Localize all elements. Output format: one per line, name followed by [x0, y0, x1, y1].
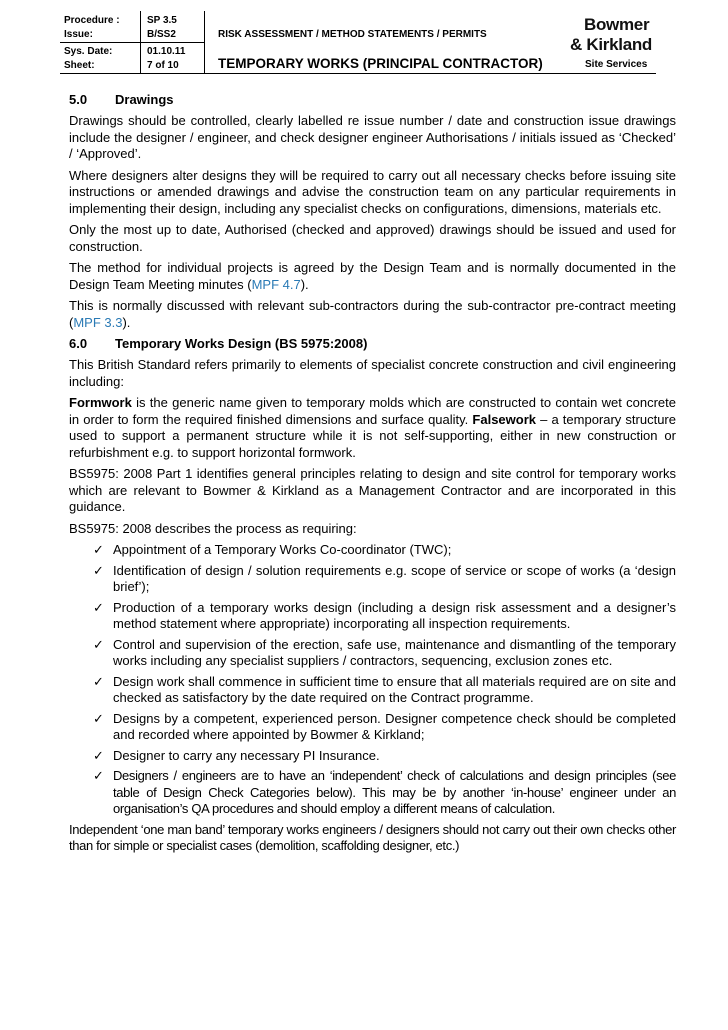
falsework-definition: – a temporary structure used to support a permanent structure while it is not self-supporting, either in new construction or refurbishment e.g. to support horizontal formwork. — [69, 411, 676, 460]
section-6-paragraph-5: Independent ‘one man band’ temporary works engineers / designers should not carry out their own checks other than for simple or specialist cases (demolition, scaffolding designer, etc.) — [69, 821, 676, 853]
paragraph-text: This is normally discussed with relevant sub-contractors during the sub-contractor pre-contract meeting ( — [69, 298, 676, 330]
checklist-item — [69, 768, 676, 818]
section-5-paragraph-4 — [69, 260, 676, 293]
checklist-item — [69, 637, 676, 670]
falsework-term: Falsework — [472, 411, 536, 427]
header-divider — [204, 11, 205, 73]
company-logo — [570, 14, 658, 58]
paragraph-text: ). — [300, 276, 309, 292]
checkmark-icon: ✓ — [93, 710, 104, 726]
formwork-definition: is the generic name given to temporary molds which are constructed to contain wet concrete in order to form the required finished dimensions and surface quality. — [69, 395, 676, 427]
section-6-paragraph-1: This British Standard refers primarily to elements of specialist concrete construction and civil engineering including: — [69, 357, 676, 389]
section-6-heading — [69, 336, 676, 352]
mpf-4-7-link[interactable]: MPF 4.7 — [251, 276, 301, 292]
procedure-label: Procedure : — [64, 15, 120, 26]
formwork-term: Formwork — [69, 395, 132, 410]
sheet-label: Sheet: — [64, 60, 95, 71]
procedure-value: SP 3.5 — [147, 15, 177, 26]
checkmark-icon: ✓ — [93, 599, 104, 615]
checklist-item-text: Design work shall commence in sufficient time to ensure that all materials required are on site and checked as satisfactory by the date required on the Contract programme. — [113, 673, 676, 705]
requirements-checklist — [69, 542, 676, 818]
section-5-title: Drawings — [115, 92, 174, 107]
checkmark-icon: ✓ — [93, 562, 104, 578]
paragraph-text: The method for individual projects is agreed by the Design Team and is normally documented in the Design Team Meeting minutes ( — [69, 260, 676, 292]
section-5-paragraph-3: Only the most up to date, Authorised (checked and approved) drawings should be issued and used for construction. — [69, 222, 676, 254]
checklist-item-text: Identification of design / solution requirements e.g. scope of service or scope of works (a ‘design brief’); — [113, 562, 676, 594]
checkmark-icon: ✓ — [93, 673, 104, 689]
checkmark-icon: ✓ — [93, 636, 104, 652]
logo-line-1: Bowmer — [584, 15, 650, 34]
section-6-number: 6.0 — [69, 336, 88, 351]
section-6-definitions — [69, 395, 676, 461]
checklist-item-text: Designs by a competent, experienced person. Designer competence check should be completed and recorded where appointed by Bowmer & Kirkland; — [113, 710, 676, 742]
checkmark-icon: ✓ — [93, 542, 104, 557]
section-6-title: Temporary Works Design (BS 5975:2008) — [115, 336, 368, 351]
site-services-label: Site Services — [585, 59, 648, 70]
mpf-3-3-link[interactable]: MPF 3.3 — [73, 314, 123, 330]
checkmark-icon: ✓ — [93, 747, 104, 763]
section-5-paragraph-1: Drawings should be controlled, clearly labelled re issue number / date and construction issue drawings include the designer / engineer, and check designer engineer Authorisations / initials issued as ‘Checked’ / ‘Approved’. — [69, 113, 676, 161]
checklist-item — [69, 563, 676, 596]
header-title-large: TEMPORARY WORKS (PRINCIPAL CONTRACTOR) — [218, 56, 543, 71]
sys-date-label: Sys. Date: — [64, 46, 113, 57]
section-5-paragraph-5 — [69, 298, 676, 331]
checklist-item-text: Production of a temporary works design (including a design risk assessment and a designer’s method statement where appropriate) incorporating all inspection requirements. — [113, 599, 676, 631]
checklist-item-text: Designers / engineers are to have an ‘independent’ check of calculations and design principles (see table of Design Check Categories below). This may be by another ‘in-house’ engineer under an organisation’s QA procedures and should employ a different means of calculation. — [113, 768, 676, 816]
issue-label: Issue: — [64, 29, 93, 40]
section-6-paragraph-4: BS5975: 2008 describes the process as requiring: — [69, 520, 357, 536]
checklist-item-text: Appointment of a Temporary Works Co-coordinator (TWC); — [113, 542, 452, 557]
header-title-small: RISK ASSESSMENT / METHOD STATEMENTS / PERMITS — [218, 29, 487, 40]
section-5-number: 5.0 — [69, 92, 88, 107]
document-body — [69, 92, 676, 860]
issue-value: B/SS2 — [147, 29, 176, 40]
checklist-item — [69, 711, 676, 744]
sys-date-value: 01.10.11 — [147, 46, 186, 57]
paragraph-text: ). — [122, 314, 131, 330]
checklist-item — [69, 748, 676, 765]
section-5-heading — [69, 92, 676, 108]
checklist-item — [69, 600, 676, 633]
checklist-item-text: Designer to carry any necessary PI Insurance. — [113, 747, 380, 763]
header-divider — [60, 42, 204, 43]
document-header — [60, 11, 656, 74]
checkmark-icon: ✓ — [93, 768, 104, 783]
section-6-paragraph-3: BS5975: 2008 Part 1 identifies general principles relating to design and site control for temporary works which are relevant to Bowmer & Kirkland as a Management Contractor and are incorporated in this guidance. — [69, 466, 676, 514]
sheet-value: 7 of 10 — [147, 60, 179, 71]
logo-line-2: & Kirkland — [570, 35, 653, 54]
checklist-item-text: Control and supervision of the erection, safe use, maintenance and dismantling of the temporary works including any specialist suppliers / contractors, sequencing, exclusion zones etc. — [113, 636, 676, 668]
checklist-item — [69, 542, 676, 559]
checklist-item — [69, 674, 676, 707]
section-5-paragraph-2: Where designers alter designs they will be required to carry out all necessary checks before issuing site instructions or amended drawings and advise the construction team on any particular requirements in implementing their design, including any specialist checks on configurations, dimensions, materials etc. — [69, 167, 676, 216]
